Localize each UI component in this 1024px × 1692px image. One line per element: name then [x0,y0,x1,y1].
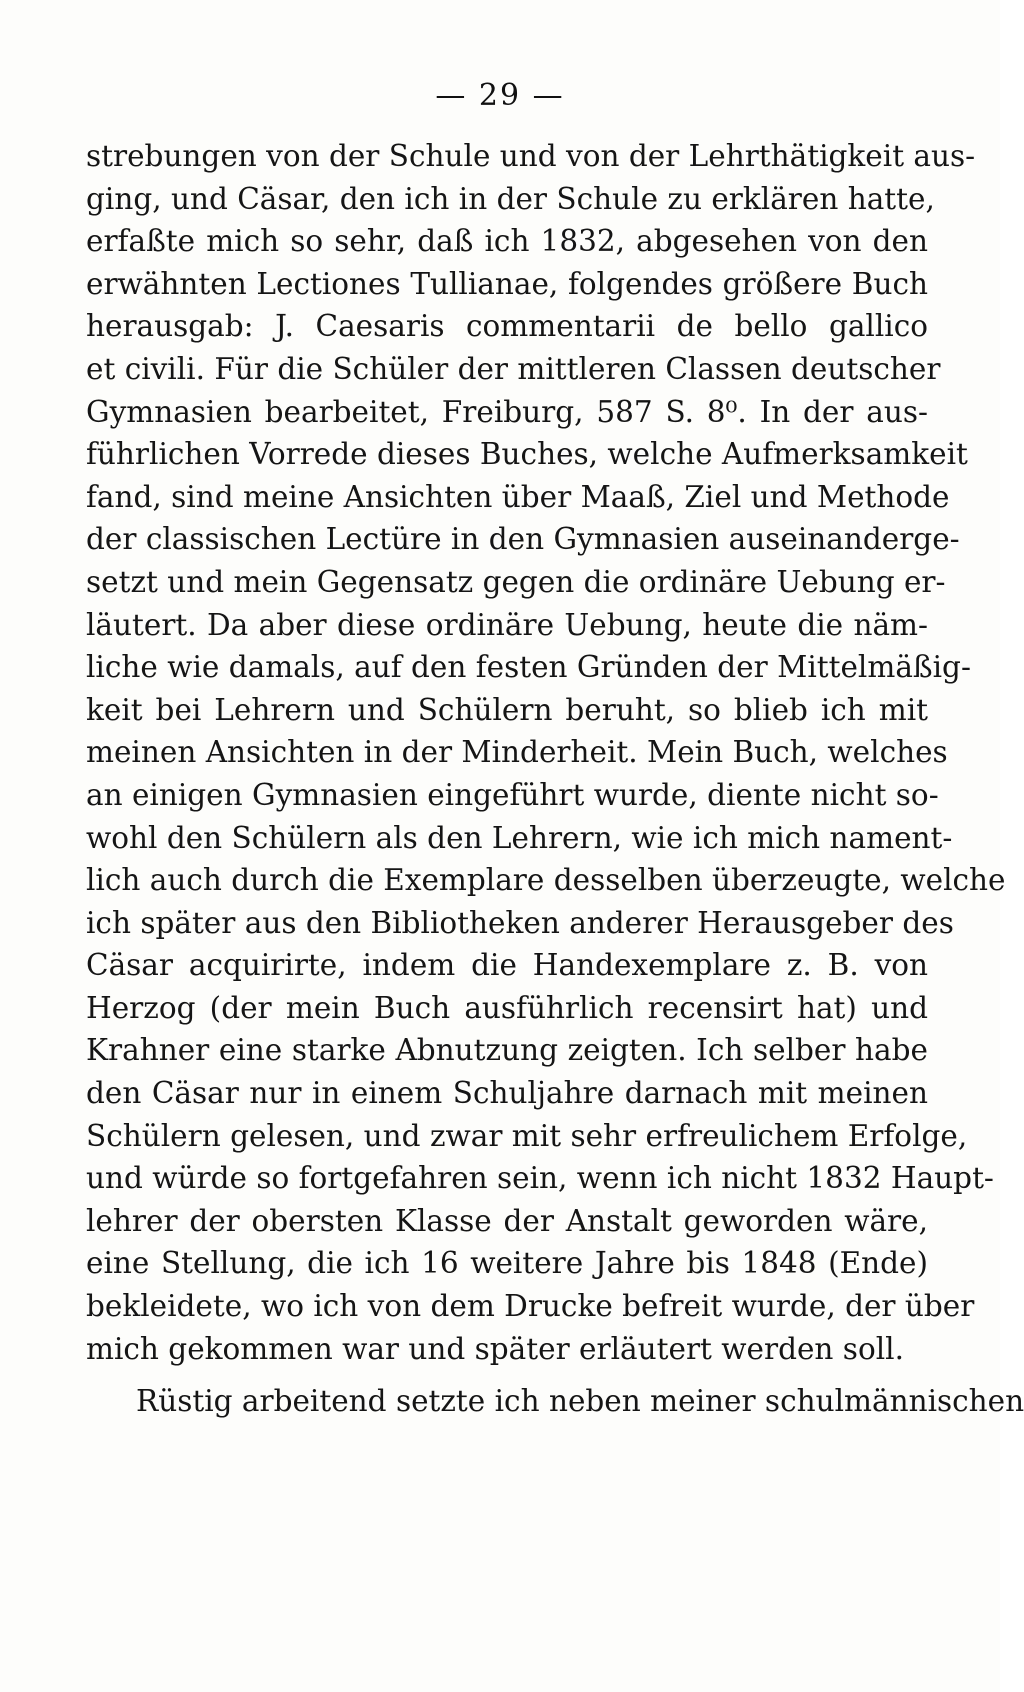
text-line: lich auch durch die Exemplare desselben überzeugte, welche [86,863,1006,898]
text-line: und würde so fortgefahren sein, wenn ich nicht 1832 Haupt- [86,1161,994,1196]
text-line: ging, und Cäsar, den ich in der Schule zu erklären hatte, [86,181,935,216]
text-line: ich später aus den Bibliotheken anderer Herausgeber des [86,905,954,940]
body-text [86,135,1024,1423]
text-line: herausgab: J. Caesaris commentarii de bello gallico [86,309,928,344]
text-line: liche wie damals, auf den festen Gründen der Mittelmäßig- [86,650,971,685]
text-line: Gymnasien bearbeitet, Freiburg, 587 S. 8⁰. In der aus- [86,394,928,429]
text-line: führlichen Vorrede dieses Buches, welche Aufmerksamkeit [86,437,968,472]
text-line: läutert. Da aber diese ordinäre Uebung, heute die näm- [86,607,928,642]
text-line: lehrer der obersten Klasse der Anstalt geworden wäre, [86,1203,928,1238]
text-line: setzt und mein Gegensatz gegen die ordinäre Uebung er- [86,564,946,599]
paragraph-start-line: Rüstig arbeitend setzte ich neben meiner schulmännischen [136,1384,1024,1419]
text-line: fand, sind meine Ansichten über Maaß, Ziel und Methode [86,479,950,514]
text-line: der classischen Lectüre in den Gymnasien auseinanderge- [86,522,960,557]
text-line: keit bei Lehrern und Schülern beruht, so blieb ich mit [86,692,928,727]
text-line: eine Stellung, die ich 16 weitere Jahre bis 1848 (Ende) [86,1246,928,1281]
text-line: Cäsar acquirirte, indem die Handexemplare z. B. von [86,948,928,983]
text-line: erwähnten Lectiones Tullianae, folgendes größere Buch [86,266,928,301]
text-line: meinen Ansichten in der Minderheit. Mein Buch, welches [86,735,948,770]
paragraph-end-line: mich gekommen war und später erläutert werden soll. [86,1331,904,1366]
text-line: strebungen von der Schule und von der Lehrthätigkeit aus- [86,139,976,173]
page-number-header: — 29 — [435,78,565,113]
text-line: bekleidete, wo ich von dem Drucke befreit wurde, der über [86,1289,975,1324]
text-line: an einigen Gymnasien eingeführt wurde, diente nicht so- [86,777,939,812]
text-line: Herzog (der mein Buch ausführlich recensirt hat) und [86,990,928,1025]
text-line: erfaßte mich so sehr, daß ich 1832, abgesehen von den [86,224,928,259]
text-line: Krahner eine starke Abnutzung zeigten. Ich selber habe [86,1033,928,1068]
text-line: Schülern gelesen, und zwar mit sehr erfreulichem Erfolge, [86,1118,968,1153]
text-line: den Cäsar nur in einem Schuljahre darnach mit meinen [86,1076,928,1111]
text-line: et civili. Für die Schüler der mittleren Classen deutscher [86,351,941,386]
text-line: wohl den Schülern als den Lehrern, wie ich mich nament- [86,820,953,855]
